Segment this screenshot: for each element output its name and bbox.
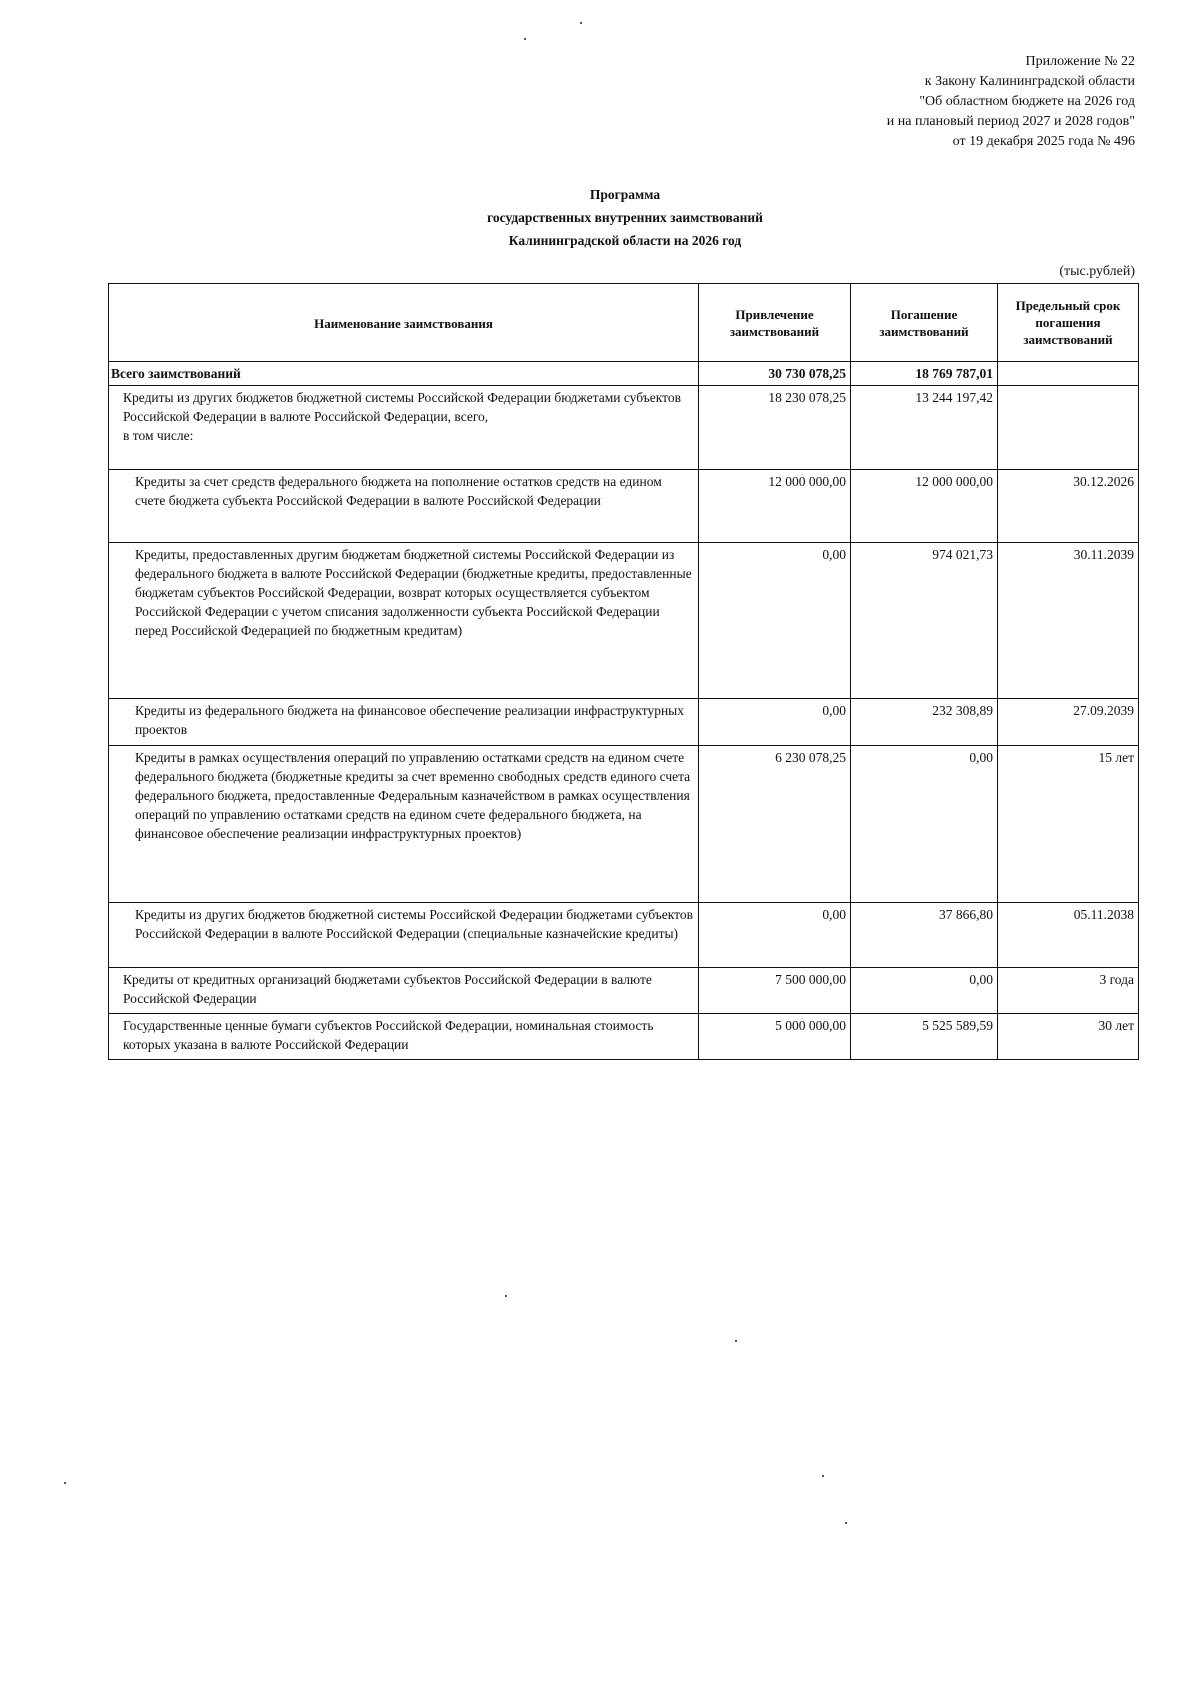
row-subnote: в том числе: (123, 428, 194, 443)
title-line: Программа (589, 187, 661, 202)
row-name: Кредиты от кредитных организаций бюджетами субъектов Российской Федерации в валюте Российской Федерации (109, 968, 699, 1014)
row-name: Кредиты за счет средств федерального бюджета на пополнение остатков средств на едином счете бюджета субъекта Российской Федерации в валюте Российской Федерации (109, 470, 699, 543)
table-row (109, 746, 1139, 903)
scan-speck (822, 1475, 824, 1477)
row-repay: 37 866,80 (851, 903, 998, 968)
row-borrow: 12 000 000,00 (699, 470, 851, 543)
scan-speck (580, 22, 582, 24)
row-borrow: 0,00 (699, 903, 851, 968)
row-repay: 12 000 000,00 (851, 470, 998, 543)
scan-speck (524, 38, 526, 40)
units-label: (тыс.рублей) (1059, 264, 1135, 279)
appendix-line: Приложение № 22 (1025, 54, 1135, 69)
appendix-line: и на плановый период 2027 и 2028 годов" (886, 114, 1135, 129)
row-name: Кредиты из других бюджетов бюджетной системы Российской Федерации бюджетами субъектов Российской Федерации в валюте Российской Федерации (специальные казначейские кредиты) (109, 903, 699, 968)
title-line: государственных внутренних заимствований (487, 210, 763, 225)
appendix-line: к Закону Калининградской области (924, 74, 1135, 89)
table-row-total (109, 362, 1139, 386)
document-title (110, 183, 1140, 252)
row-name: Государственные ценные бумаги субъектов Российской Федерации, номинальная стоимость которых указана в валюте Российской Федерации (109, 1014, 699, 1060)
row-repay: 13 244 197,42 (851, 386, 998, 470)
row-borrow: 30 730 078,25 (699, 362, 851, 386)
column-header-term: Предельный срок погашения заимствований (998, 284, 1139, 362)
row-term: 3 года (998, 968, 1139, 1014)
table-header-row (109, 284, 1139, 362)
row-borrow: 6 230 078,25 (699, 746, 851, 903)
appendix-note (887, 52, 1135, 152)
table-row (109, 903, 1139, 968)
table-row (109, 699, 1139, 746)
row-term: 15 лет (998, 746, 1139, 903)
title-line: Калининградской области на 2026 год (508, 233, 742, 248)
row-term: 27.09.2039 (998, 699, 1139, 746)
scan-speck (845, 1522, 847, 1524)
row-name: Всего заимствований (109, 362, 699, 386)
row-borrow: 0,00 (699, 543, 851, 699)
row-name: Кредиты, предоставленных другим бюджетам бюджетной системы Российской Федерации из федерального бюджета в валюте Российской Федерации (бюджетные кредиты, предоставленные бюджетам субъектов Российской Федерации, возврат которых осуществляется субъектом Российской Федерации с учетом списания задолженности субъекта Российской Федерации перед Российской Федерацией по бюджетным кредитам) (109, 543, 699, 699)
row-repay: 18 769 787,01 (851, 362, 998, 386)
row-borrow: 7 500 000,00 (699, 968, 851, 1014)
column-header-repay: Погашение заимствований (851, 284, 998, 362)
row-repay: 0,00 (851, 968, 998, 1014)
appendix-line: от 19 декабря 2025 года № 496 (952, 134, 1135, 149)
row-term: 30.11.2039 (998, 543, 1139, 699)
appendix-line: "Об областном бюджете на 2026 год (919, 94, 1135, 109)
row-term (998, 362, 1139, 386)
table-row (109, 968, 1139, 1014)
row-repay: 974 021,73 (851, 543, 998, 699)
row-term: 30 лет (998, 1014, 1139, 1060)
scan-speck (64, 1482, 66, 1484)
borrowings-table (108, 283, 1139, 1060)
row-name: Кредиты в рамках осуществления операций по управлению остатками средств на едином счете федерального бюджета (бюджетные кредиты за счет временно свободных средств единого счета федерального бюджета, предоставленные Федеральным казначейством в рамках осуществления операций по управлению остатками средств на едином счете федерального бюджета, на финансовое обеспечение реализации инфраструктурных проектов) (109, 746, 699, 903)
row-name-cell (109, 386, 699, 470)
row-borrow: 18 230 078,25 (699, 386, 851, 470)
row-term (998, 386, 1139, 470)
table-row (109, 1014, 1139, 1060)
table-row (109, 543, 1139, 699)
table-row (109, 470, 1139, 543)
row-borrow: 0,00 (699, 699, 851, 746)
column-header-borrow: Привлечение заимствований (699, 284, 851, 362)
row-term: 30.12.2026 (998, 470, 1139, 543)
table-row (109, 386, 1139, 470)
row-name: Кредиты из федерального бюджета на финансовое обеспечение реализации инфраструктурных проектов (109, 699, 699, 746)
row-repay: 0,00 (851, 746, 998, 903)
row-repay: 5 525 589,59 (851, 1014, 998, 1060)
scan-speck (505, 1295, 507, 1297)
row-borrow: 5 000 000,00 (699, 1014, 851, 1060)
row-name: Кредиты из других бюджетов бюджетной системы Российской Федерации бюджетами субъектов Российской Федерации в валюте Российской Федерации, всего, (123, 390, 681, 424)
row-repay: 232 308,89 (851, 699, 998, 746)
scan-speck (735, 1340, 737, 1342)
column-header-name: Наименование заимствования (109, 284, 699, 362)
row-term: 05.11.2038 (998, 903, 1139, 968)
